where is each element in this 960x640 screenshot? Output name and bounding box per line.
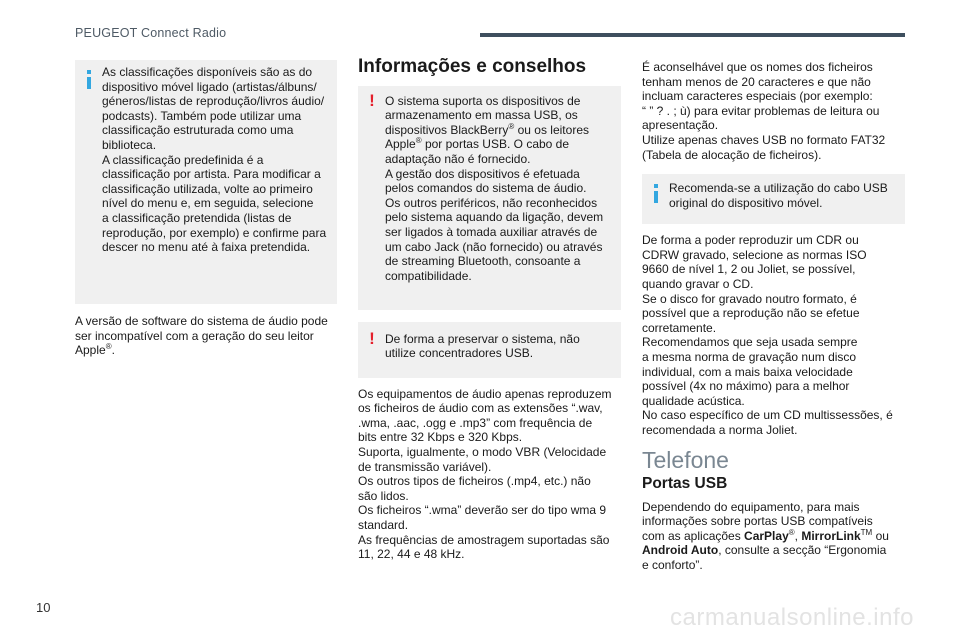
subsection-heading: Portas USB xyxy=(642,475,728,493)
page-number: 10 xyxy=(36,600,51,615)
info-box xyxy=(75,60,337,304)
registered-mark: ® xyxy=(788,527,795,537)
info-box-cable-text: Recomenda-se a utilização do cabo USB original do dispositivo móvel. xyxy=(669,181,888,210)
android-auto-label: Android Auto xyxy=(642,543,719,558)
info-box-text: As classificações disponíveis são as do dispositivo móvel ligado (artistas/álbuns/ géneros/listas de reprodução/livros áudio/ podcasts). Também pode utilizar uma classificação estruturada como uma biblioteca. A classificação predefinida é a classificação por artista. Para modificar a classificação utilizada, volte ao primeiro nível do menu e, em seguida, selecione a classificação pretendida (listas de reprodução, por exemplo) e confirme para descer no menu até à faixa pretendida. xyxy=(102,65,327,255)
usb-ports-text xyxy=(642,500,905,573)
registered-mark: ® xyxy=(415,136,422,146)
info-box-cable xyxy=(642,174,905,224)
usb-ports-text-a: Dependendo do equipamento, para mais informações sobre portas USB compatíveis com as aplicações xyxy=(642,499,873,543)
section-heading: Informações e conselhos xyxy=(358,56,587,77)
watermark: carmanualsonline.info xyxy=(670,604,914,631)
registered-mark: ® xyxy=(105,342,112,352)
exclamation-icon: ! xyxy=(369,90,375,110)
software-note-text: A versão de software do sistema de áudio pode ser incompatível com a geração do seu leitor Apple xyxy=(75,314,328,358)
cd-format-text: De forma a poder reproduzir um CDR ou CDRW gravado, selecione as normas ISO 9660 de nível 1, 2 ou Joliet, se possível, quando gravar o CD. Se o disco for gravado noutro formato, é possível que a reprodução não se efetue corretamente. Recomendamos que seja usada sempre a mesma norma de gravação num disco individual, com a mais baixa velocidade possível (4x no máximo) para a melhor qualidade acústica. No caso específico de um CD multissessões, é recomendada a norma Joliet. xyxy=(642,233,893,437)
column-3 xyxy=(642,60,905,573)
column-1 xyxy=(75,60,337,358)
software-note xyxy=(75,314,337,358)
warning-text-c: por portas USB. O cabo de adaptação não é fornecido. A gestão dos dispositivos é efetuada pelos comandos do sistema de áudio. Os outros periféricos, não reconhecidos pelo sistema aquando da ligação, devem ser ligados à tomada auxiliar através de um cabo Jack (não fornecido) ou através de streaming Bluetooth, consoante a compatibilidade. xyxy=(385,137,604,283)
usb-ports-text-b: , consulte a secção “Ergonomia e conforto”. xyxy=(642,543,887,573)
exclamation-icon: ! xyxy=(369,328,375,348)
warning-box-usb xyxy=(358,86,621,310)
separator: , xyxy=(794,528,802,543)
warning-text-b: ou os leitores Apple xyxy=(385,122,589,152)
filename-advice-text: É aconselhável que os nomes dos ficheiros tenham menos de 20 caracteres e que não incluam caracteres especiais (por exemplo: “ ” ? . ; ù) para evitar problemas de leitura ou apresentação. Utilize apenas chaves USB no formato FAT32 (Tabela de alocação de ficheiros). xyxy=(642,60,886,162)
warning-text-hub: De forma a preservar o sistema, não utilize concentradores USB. xyxy=(385,331,580,361)
warning-text-usb xyxy=(358,90,621,284)
column-2 xyxy=(358,56,621,562)
carplay-label: CarPlay xyxy=(744,528,789,543)
registered-mark: ® xyxy=(508,121,515,131)
separator: ou xyxy=(875,528,889,543)
trademark-mark: TM xyxy=(860,527,873,537)
warning-box-hub xyxy=(358,322,621,378)
mirrorlink-label: MirrorLink xyxy=(801,528,861,543)
warning-text-a: O sistema suporta os dispositivos de armazenamento em massa USB, os dispositivos BlackBerry xyxy=(385,93,581,137)
header-bar xyxy=(480,33,905,37)
software-note-end: . xyxy=(111,343,115,358)
audio-formats-text: Os equipamentos de áudio apenas reproduzem os ficheiros de áudio com as extensões “.wav, .wma, .aac, .ogg e .mp3” com frequência de bits entre 32 Kbps e 320 Kbps. Suporta, igualmente, o modo VBR (Velocidade de transmissão variável). Os outros tipos de ficheiros (.mp4, etc.) não são lidos. Os ficheiros “.wma” deverão ser do tipo wma 9 standard. As frequências de amostragem suportadas são 11, 22, 44 e 48 kHz. xyxy=(358,386,612,562)
header-title: PEUGEOT Connect Radio xyxy=(75,26,227,40)
chapter-title: Telefone xyxy=(642,447,729,474)
